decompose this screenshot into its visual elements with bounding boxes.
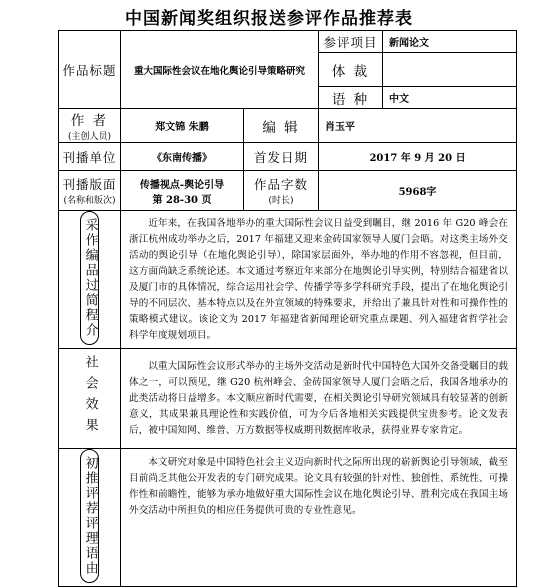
category-label: 参评项目 [319,31,383,53]
section-label: 刊播版面 [62,177,117,192]
review-text: 本文研究对象是中国特色社会主义迈向新时代之际所出现的崭新舆论引导领域，截至目前尚乏其他公开发表的专门研究成果。论文具有较强的针对性、独创性、系统性、可操作性和前瞻性，能够为承办地做好重大国际性会议在地化舆论引导、胜利完成在我国主场外交活动中所担负的相应任务提供可贵的专业性意见。 [129,457,509,516]
effect-label: 社会效果 [82,355,98,439]
author-label: 作 者 [70,113,109,129]
editor-label: 编 辑 [244,109,319,143]
wordcount-label-cell [244,171,319,211]
review-label-cell [59,449,121,587]
genre-label: 体 裁 [319,53,383,87]
language-label: 语 种 [319,87,383,109]
process-label: 采作编品过简程介 [80,211,98,345]
publisher-label: 刊播单位 [59,143,121,171]
process-text-cell [121,211,517,349]
editor-value: 肖玉平 [319,109,517,143]
process-label-cell [59,211,121,349]
genre-value [383,53,517,87]
page-title: 中国新闻奖组织报送参评作品推荐表 [125,9,413,29]
effect-label-cell [59,349,121,449]
author-value: 郑文锦 朱鹏 [121,109,244,143]
review-text-cell [121,449,517,587]
work-title-label: 作品标题 [59,31,121,109]
author-sublabel: (主创人员) [67,132,112,142]
author-label-cell [59,109,121,143]
wordcount-label: 作品字数 [254,177,309,192]
section-line-1: 传播视点-舆论引导 [139,179,225,191]
section-line-2: 第 28-30 页 [152,194,212,206]
section-sublabel: (名称和版次) [63,196,116,206]
date-label: 首发日期 [244,143,319,171]
date-value: 2017 年 9 月 20 日 [319,143,517,171]
language-value: 中文 [383,87,517,109]
effect-text: 以重大国际性会议形式举办的主场外交活动是新时代中国特色大国外交备受瞩目的载体之一，可以预见，继 G20 杭州峰会、金砖国家领导人厦门会晤之后，我国各地承办的此类活动将日益增多。本文顺应新时代需要，在相关舆论引导研究领域具有较显著的创新意义，其成果兼具理论性和实践价值，可为今后各地相关实践提供宝贵参考。论文发表后，被中国知网、维普、万方数据等权威期刊数据库收录，获得业界专家肯定。 [129,360,509,436]
wordcount-sublabel: (时长) [268,196,294,206]
publisher-value: 《东南传播》 [121,143,244,171]
recommendation-form [58,30,517,587]
review-label: 初推评荐评理语由 [80,449,98,583]
effect-text-cell [121,349,517,449]
section-value [121,171,244,211]
process-text: 近年来，在我国各地举办的重大国际性会议日益受到瞩目，继 2016 年 G20 峰会在浙江杭州成功举办之后，2017 年福建又迎来金砖国家领导人厦门会晤。对这类主场外交活动的舆论引导（在地化舆论引导），除国家层面外，举办地的作用不容忽视，但目前，这方面尚缺乏系统论述。本文通过考察近年来部分在地舆论引导实例，特别结合福建省以及厦门市的具体情况，综合运用社会学、传播学等多学科研究手段，提出了在地化舆论引导的不同层次、基本特点以及在外宣领域的特殊要求，并给出了兼具针对性和可操作性的策略模式建议。该论文为 2017 年福建省新闻理论研究重点课题、列入福建省哲学社会科学年度规划项目。 [129,217,509,341]
section-label-cell [59,171,121,211]
wordcount-value: 5968字 [319,171,517,211]
work-title-value: 重大国际性会议在地化舆论引导策略研究 [121,31,319,109]
category-value: 新闻论文 [383,31,517,53]
